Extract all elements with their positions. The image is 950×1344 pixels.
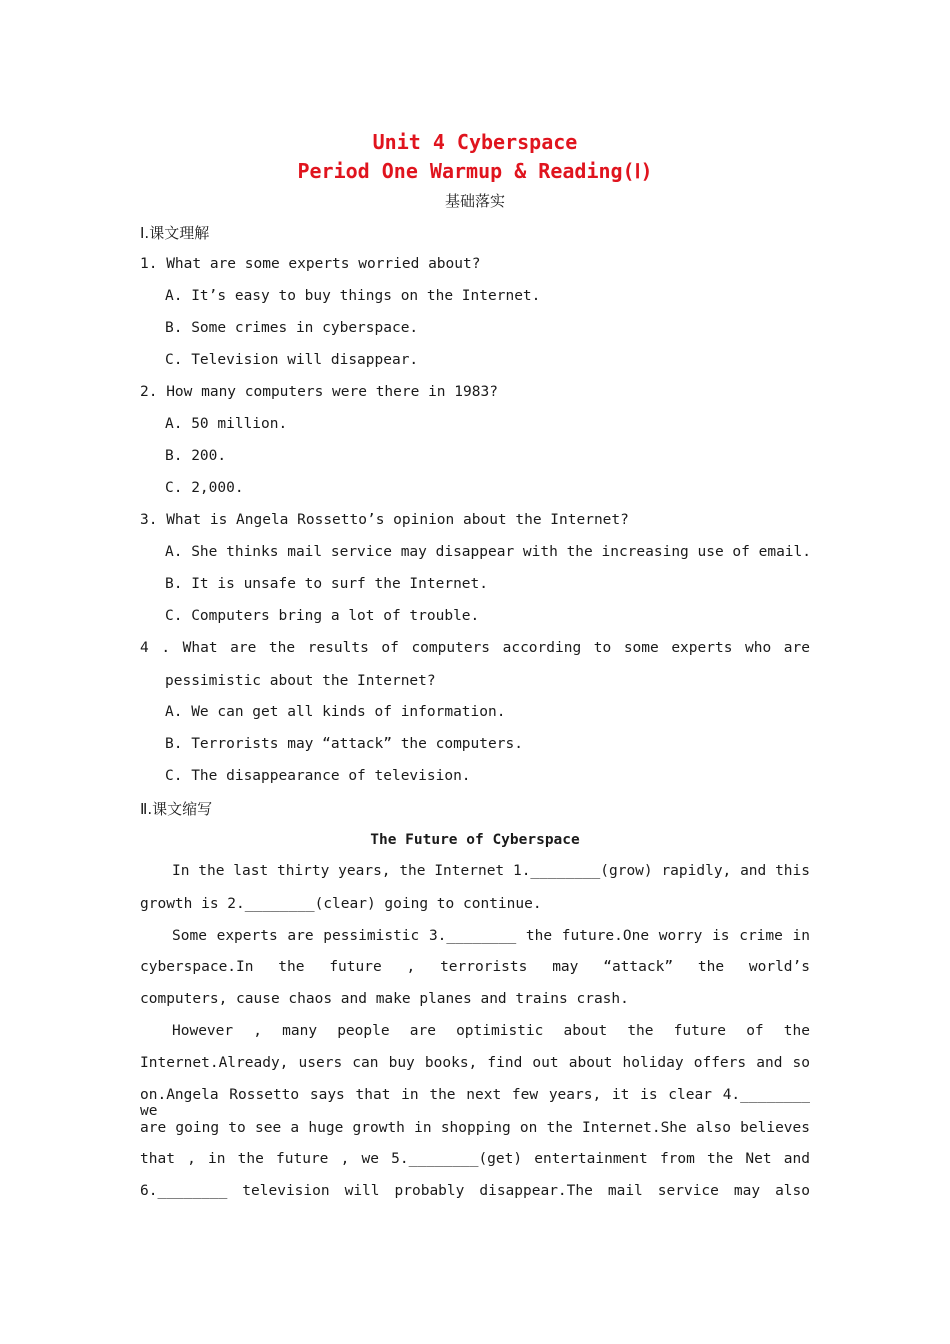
- option: B. 200.: [165, 448, 227, 464]
- passage-line: that , in the future , we 5.________(get) entertainment from the Net and: [140, 1151, 810, 1167]
- option: C. 2,000.: [165, 480, 244, 496]
- passage-line: Internet.Already, users can buy books, find out about holiday offers and so: [140, 1055, 810, 1071]
- option: A. She thinks mail service may disappear with the increasing use of email.: [165, 544, 812, 560]
- passage-line: However , many people are optimistic about the future of the: [172, 1023, 810, 1039]
- question-stem: 3. What is Angela Rossetto’s opinion about the Internet?: [140, 512, 629, 528]
- option: B. Some crimes in cyberspace.: [165, 320, 419, 336]
- passage-title: The Future of Cyberspace: [370, 832, 580, 848]
- option: C. Computers bring a lot of trouble.: [165, 608, 480, 624]
- unit-title: Unit 4 Cyberspace: [372, 130, 578, 154]
- option: C. The disappearance of television.: [165, 768, 471, 784]
- question-stem: 2. How many computers were there in 1983?: [140, 384, 498, 400]
- section-heading: Ⅱ.课文缩写: [140, 800, 213, 818]
- option: A. 50 million.: [165, 416, 288, 432]
- passage-line: In the last thirty years, the Internet 1.________(grow) rapidly, and this: [172, 863, 810, 879]
- option: A. We can get all kinds of information.: [165, 704, 506, 720]
- passage-line: cyberspace.In the future , terrorists may “attack” the world’s: [140, 959, 810, 975]
- subtitle: 基础落实: [444, 192, 505, 210]
- passage-line: growth is 2.________(clear) going to continue.: [140, 896, 542, 912]
- passage-line: 6.________ television will probably disappear.The mail service may also: [140, 1183, 810, 1199]
- passage-line: on.Angela Rossetto says that in the next few years, it is clear 4.________ we: [140, 1087, 810, 1119]
- question-stem: 4 . What are the results of computers according to some experts who are: [140, 640, 810, 656]
- period-title: Period One Warmup & Reading(Ⅰ): [297, 159, 653, 183]
- option: B. Terrorists may “attack” the computers.: [165, 736, 523, 752]
- passage-line: computers, cause chaos and make planes and trains crash.: [140, 991, 629, 1007]
- question-stem: 1. What are some experts worried about?: [140, 256, 481, 272]
- option: A. It’s easy to buy things on the Internet.: [165, 288, 541, 304]
- section-heading: Ⅰ.课文理解: [140, 224, 210, 242]
- passage-line: Some experts are pessimistic 3.________ the future.One worry is crime in: [172, 928, 810, 944]
- option: C. Television will disappear.: [165, 352, 419, 368]
- option: B. It is unsafe to surf the Internet.: [165, 576, 489, 592]
- question-stem-continued: pessimistic about the Internet?: [165, 673, 436, 689]
- passage-line: are going to see a huge growth in shopping on the Internet.She also believes: [140, 1120, 810, 1136]
